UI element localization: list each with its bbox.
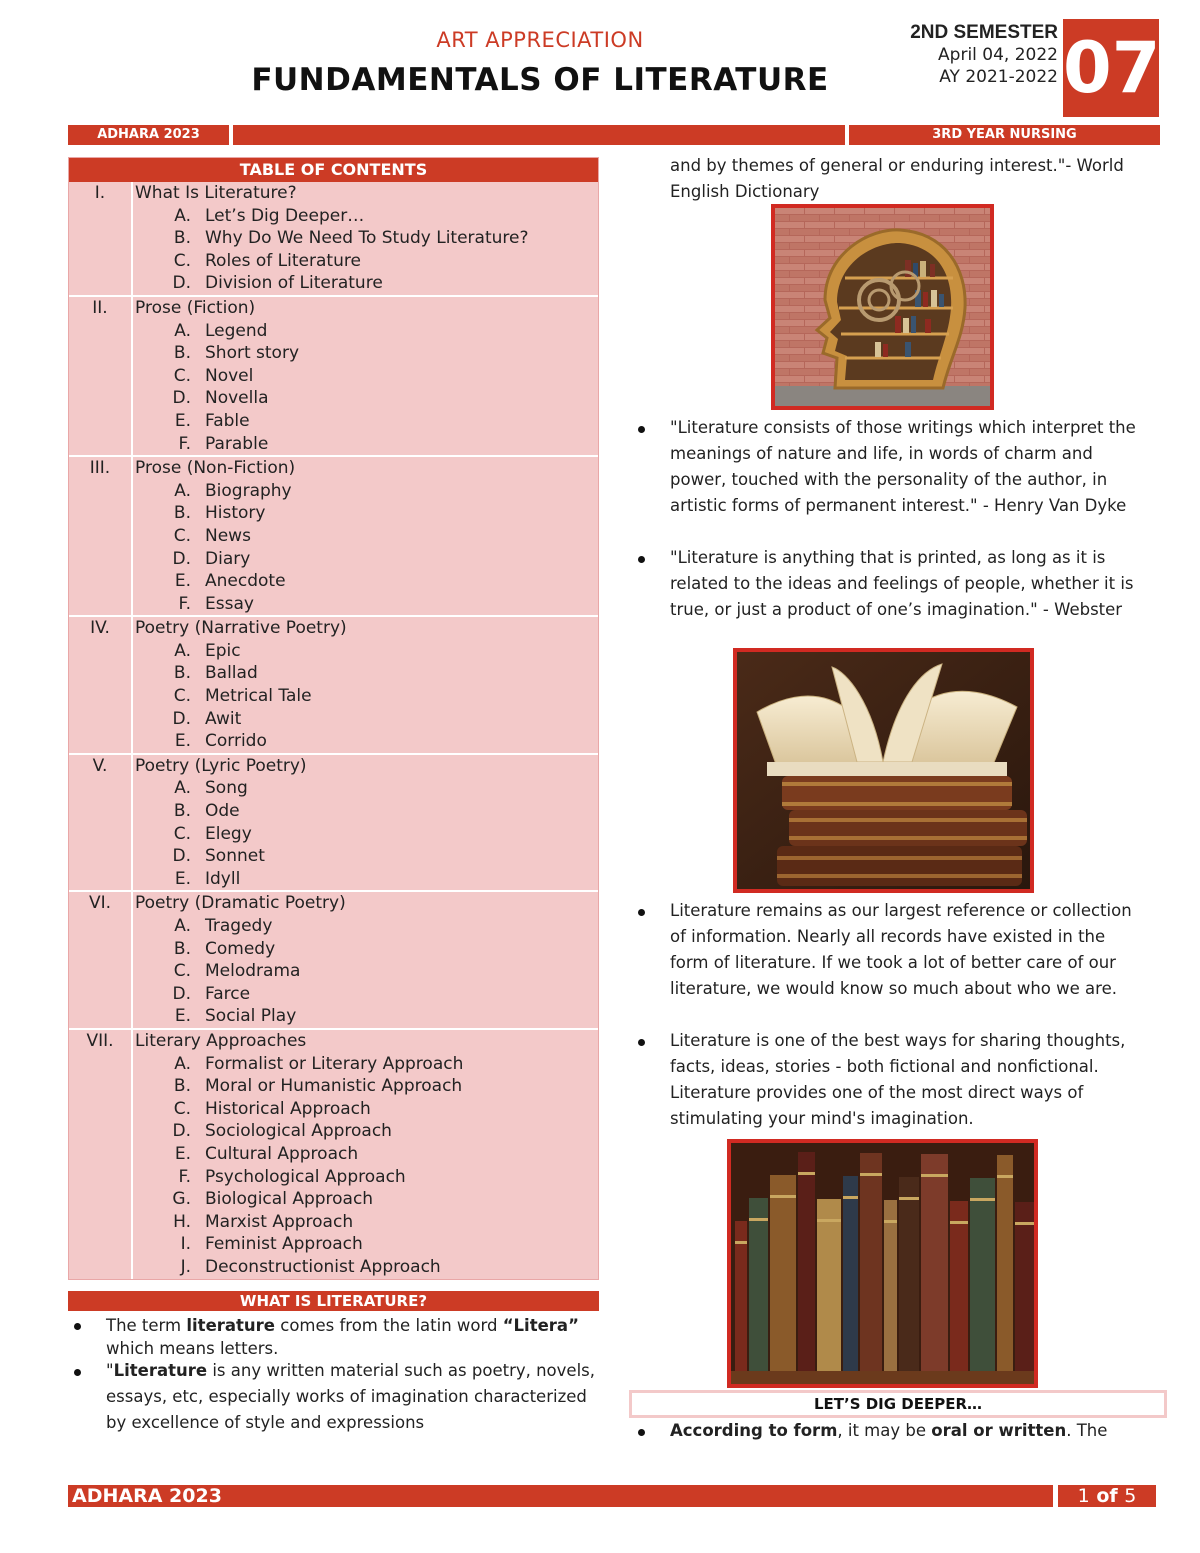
- toc-item: [135, 433, 598, 456]
- toc-item: [135, 915, 598, 938]
- section-heading-what-is-literature: WHAT IS LITERATURE?: [68, 1291, 599, 1311]
- toc-section: [69, 753, 598, 891]
- header-right-bar: 3RD YEAR NURSING: [849, 125, 1160, 145]
- toc-section-title: Poetry (Narrative Poetry): [135, 618, 347, 639]
- toc-item-letter: E.: [174, 868, 191, 889]
- footer-left-bar: ADHARA 2023: [68, 1485, 1053, 1507]
- toc-item-label: Moral or Humanistic Approach: [205, 1076, 463, 1097]
- toc-item-label: Novella: [205, 388, 269, 409]
- toc-item-letter: J.: [180, 1256, 191, 1277]
- toc-item-letter: E.: [174, 1143, 191, 1164]
- toc-item-label: Social Play: [205, 1006, 297, 1027]
- toc-item-label: Comedy: [205, 938, 276, 959]
- toc-item-letter: D.: [172, 708, 191, 729]
- toc-item-label: Ballad: [205, 663, 258, 684]
- toc-item: [135, 868, 598, 891]
- toc-item-label: Feminist Approach: [205, 1234, 363, 1255]
- toc-item-label: Sociological Approach: [205, 1121, 392, 1142]
- toc-item-label: Psychological Approach: [205, 1166, 406, 1187]
- toc-item-letter: C.: [173, 823, 191, 844]
- toc-item: [135, 640, 598, 663]
- toc-item-label: Historical Approach: [205, 1098, 371, 1119]
- open-books-image: [733, 648, 1034, 893]
- toc-item-letter: F.: [178, 433, 191, 454]
- toc-item: [135, 1053, 598, 1076]
- academic-year-label: AY 2021-2022: [939, 67, 1058, 87]
- toc-sections: [69, 182, 598, 1279]
- toc-item-letter: D.: [172, 273, 191, 294]
- toc-item-letter: A.: [174, 320, 191, 341]
- module-number-badge: 07: [1063, 19, 1159, 117]
- toc-item: [135, 685, 598, 708]
- toc-item-letter: B.: [173, 503, 191, 524]
- toc-item-letter: E.: [174, 410, 191, 431]
- toc-section-title: Poetry (Lyric Poetry): [135, 755, 307, 776]
- page-title: FUNDAMENTALS OF LITERATURE: [251, 62, 829, 98]
- toc-section-title: Poetry (Dramatic Poetry): [135, 893, 346, 914]
- toc-item: [135, 1188, 598, 1211]
- toc-item: [135, 1098, 598, 1121]
- toc-section-title: Literary Approaches: [135, 1030, 307, 1051]
- toc-item-label: News: [205, 525, 251, 546]
- toc-item: [135, 983, 598, 1006]
- toc-item: [135, 227, 598, 250]
- toc-item: [135, 548, 598, 571]
- toc-section-number: I.: [69, 182, 133, 295]
- toc-item-letter: I.: [180, 1234, 191, 1255]
- toc-item-label: Farce: [205, 983, 251, 1004]
- toc-item-label: Cultural Approach: [205, 1143, 359, 1164]
- toc-item-letter: E.: [174, 1006, 191, 1027]
- toc-item: [135, 662, 598, 685]
- toc-item: [135, 272, 598, 295]
- toc-item-label: History: [205, 503, 266, 524]
- open-books-illustration: [737, 652, 1030, 889]
- toc-item: [135, 480, 598, 503]
- toc-item: [135, 593, 598, 616]
- bullet-dot-icon: [638, 1429, 645, 1436]
- toc-item: [135, 1211, 598, 1234]
- toc-item: [135, 410, 598, 433]
- toc-section: [69, 1028, 598, 1279]
- toc-item-letter: B.: [173, 228, 191, 249]
- bullet-dot-icon: [638, 909, 645, 916]
- toc-item-letter: C.: [173, 365, 191, 386]
- header-left-bar: ADHARA 2023: [68, 125, 229, 145]
- toc-item-letter: C.: [173, 250, 191, 271]
- toc-item: [135, 960, 598, 983]
- toc-item: [135, 1075, 598, 1098]
- toc-item: [135, 387, 598, 410]
- toc-item: [135, 823, 598, 846]
- header-center-bar: [233, 125, 845, 145]
- toc-item-letter: A.: [174, 640, 191, 661]
- toc-item-letter: B.: [173, 801, 191, 822]
- bookshelf-spines-image: [727, 1139, 1038, 1388]
- toc-item: [135, 1233, 598, 1256]
- toc-item: [135, 845, 598, 868]
- toc-item-label: Legend: [205, 320, 268, 341]
- toc-item-label: Melodrama: [205, 961, 301, 982]
- toc-item-label: Ode: [205, 801, 240, 822]
- toc-section-title: What Is Literature?: [135, 183, 297, 203]
- semester-label: 2ND SEMESTER: [910, 22, 1058, 43]
- toc-item-letter: A.: [174, 480, 191, 501]
- toc-item-letter: A.: [174, 205, 191, 226]
- toc-item-label: Marxist Approach: [205, 1211, 354, 1232]
- toc-item: [135, 320, 598, 343]
- toc-section-number: IV.: [69, 617, 133, 753]
- toc-item-label: Sonnet: [205, 846, 265, 867]
- toc-section: [69, 455, 598, 615]
- toc-item-label: Division of Literature: [205, 273, 383, 294]
- page-of-label: of: [1089, 1485, 1125, 1507]
- bullet-dot-icon: [638, 1039, 645, 1046]
- section-heading-lets-dig-deeper: LET’S DIG DEEPER…: [629, 1390, 1167, 1418]
- toc-section-title: Prose (Non-Fiction): [135, 458, 296, 479]
- toc-item: [135, 250, 598, 273]
- toc-item: [135, 1120, 598, 1143]
- toc-section: [69, 615, 598, 753]
- toc-item-letter: B.: [173, 938, 191, 959]
- toc-section: [69, 182, 598, 295]
- toc-item-letter: D.: [172, 983, 191, 1004]
- toc-section-number: V.: [69, 755, 133, 891]
- date-label: April 04, 2022: [938, 45, 1058, 65]
- table-of-contents: [68, 157, 599, 1280]
- page-indicator: [1058, 1485, 1156, 1507]
- toc-item-label: Short story: [205, 343, 299, 364]
- bullet-dot-icon: [74, 1369, 81, 1376]
- toc-item: [135, 1143, 598, 1166]
- head-bookshelf-illustration: [775, 208, 990, 406]
- toc-section-number: II.: [69, 297, 133, 455]
- bullet-quote-webster: "Literature is anything that is printed, as long as it is related to the ideas and feelings of people, whether it is true, or just a product of one’s imagination." - Webster: [670, 545, 1140, 623]
- toc-item: [135, 525, 598, 548]
- toc-item-label: Awit: [205, 708, 242, 729]
- bullet-largest-reference: Literature remains as our largest reference or collection of information. Nearly all records have existed in the form of literature. If we took a lot of better care of our literature, we would know so much about who we are.: [670, 898, 1140, 1002]
- current-page: 1: [1077, 1485, 1090, 1507]
- toc-item-letter: H.: [173, 1211, 191, 1232]
- toc-item: [135, 205, 598, 228]
- toc-item-label: Essay: [205, 593, 254, 614]
- toc-item-label: Metrical Tale: [205, 686, 312, 707]
- bullet-dot-icon: [74, 1323, 81, 1330]
- toc-item: [135, 1166, 598, 1189]
- toc-item-letter: B.: [173, 1076, 191, 1097]
- toc-item-label: Fable: [205, 410, 250, 431]
- toc-item-label: Formalist or Literary Approach: [205, 1053, 464, 1074]
- toc-item-label: Tragedy: [205, 916, 273, 936]
- toc-item-letter: G.: [172, 1189, 191, 1210]
- toc-item: [135, 800, 598, 823]
- subject-label: ART APPRECIATION: [436, 28, 644, 52]
- toc-item-letter: F.: [178, 593, 191, 614]
- toc-item-letter: D.: [172, 548, 191, 569]
- toc-section-number: VII.: [69, 1030, 133, 1279]
- toc-item-label: Song: [205, 778, 248, 799]
- toc-item-label: Biography: [205, 480, 292, 501]
- toc-section-number: VI.: [69, 892, 133, 1028]
- header-meta: [880, 22, 1058, 88]
- toc-section: [69, 295, 598, 455]
- bullet-term-origin: The term literature comes from the latin word “Litera” which means letters.: [106, 1314, 596, 1360]
- toc-item-label: Novel: [205, 365, 254, 386]
- toc-item-letter: E.: [174, 731, 191, 752]
- toc-section-title: Prose (Fiction): [135, 297, 256, 318]
- toc-item-label: Epic: [205, 640, 241, 661]
- toc-item: [135, 777, 598, 800]
- toc-item-label: Biological Approach: [205, 1189, 374, 1210]
- toc-item-letter: C.: [173, 1098, 191, 1119]
- bullet-sharing-thoughts: Literature is one of the best ways for sharing thoughts, facts, ideas, stories - both fictional and nonfictional. Literature provides one of the most direct ways of stimulating your mind's imagination.: [670, 1028, 1140, 1132]
- toc-section-number: III.: [69, 457, 133, 615]
- toc-item-letter: B.: [173, 663, 191, 684]
- toc-item-letter: B.: [173, 343, 191, 364]
- toc-item-letter: C.: [173, 686, 191, 707]
- toc-item-label: Why Do We Need To Study Literature?: [205, 228, 529, 249]
- toc-item-letter: D.: [172, 846, 191, 867]
- bullet-dot-icon: [638, 426, 645, 433]
- toc-item-letter: C.: [173, 961, 191, 982]
- toc-item-letter: D.: [172, 388, 191, 409]
- toc-item-label: Idyll: [205, 868, 241, 889]
- toc-title: TABLE OF CONTENTS: [69, 158, 598, 182]
- toc-item-label: Corrido: [205, 731, 267, 752]
- toc-item-label: Parable: [205, 433, 269, 454]
- head-bookshelf-image: [771, 204, 994, 410]
- toc-item-label: Let’s Dig Deeper…: [205, 205, 365, 226]
- bullet-according-to-form: According to form, it may be oral or written. The: [670, 1418, 1140, 1444]
- toc-item-letter: A.: [174, 1053, 191, 1074]
- toc-item: [135, 1005, 598, 1028]
- toc-item: [135, 708, 598, 731]
- bookshelf-spines-illustration: [731, 1143, 1034, 1384]
- toc-item-label: Diary: [205, 548, 251, 569]
- toc-item: [135, 570, 598, 593]
- toc-item-letter: A.: [174, 778, 191, 799]
- toc-item-label: Roles of Literature: [205, 250, 361, 271]
- toc-item-letter: D.: [172, 1121, 191, 1142]
- toc-item-letter: C.: [173, 525, 191, 546]
- toc-item: [135, 1256, 598, 1279]
- toc-item: [135, 938, 598, 961]
- toc-item: [135, 365, 598, 388]
- toc-item-label: Anecdote: [205, 571, 286, 592]
- toc-item-letter: F.: [178, 1166, 191, 1187]
- toc-item: [135, 730, 598, 753]
- bullet-dot-icon: [638, 556, 645, 563]
- bullet-quote-van-dyke: "Literature consists of those writings which interpret the meanings of nature and life, in words of charm and power, touched with the personality of the author, in artistic forms of permanent interest." - Henry Van Dyke: [670, 415, 1140, 519]
- toc-section: [69, 890, 598, 1028]
- bullet-literature-definition: "Literature is any written material such as poetry, novels, essays, etc, especially works of imagination characterized by excellence of style and expressions: [106, 1358, 596, 1436]
- toc-item-label: Elegy: [205, 823, 252, 844]
- toc-item-label: Deconstructionist Approach: [205, 1256, 441, 1277]
- total-pages: 5: [1124, 1485, 1137, 1507]
- continued-definition: and by themes of general or enduring interest."- World English Dictionary: [670, 156, 1124, 201]
- toc-item: [135, 502, 598, 525]
- toc-item: [135, 342, 598, 365]
- toc-item-letter: A.: [174, 916, 191, 936]
- toc-item-letter: E.: [174, 571, 191, 592]
